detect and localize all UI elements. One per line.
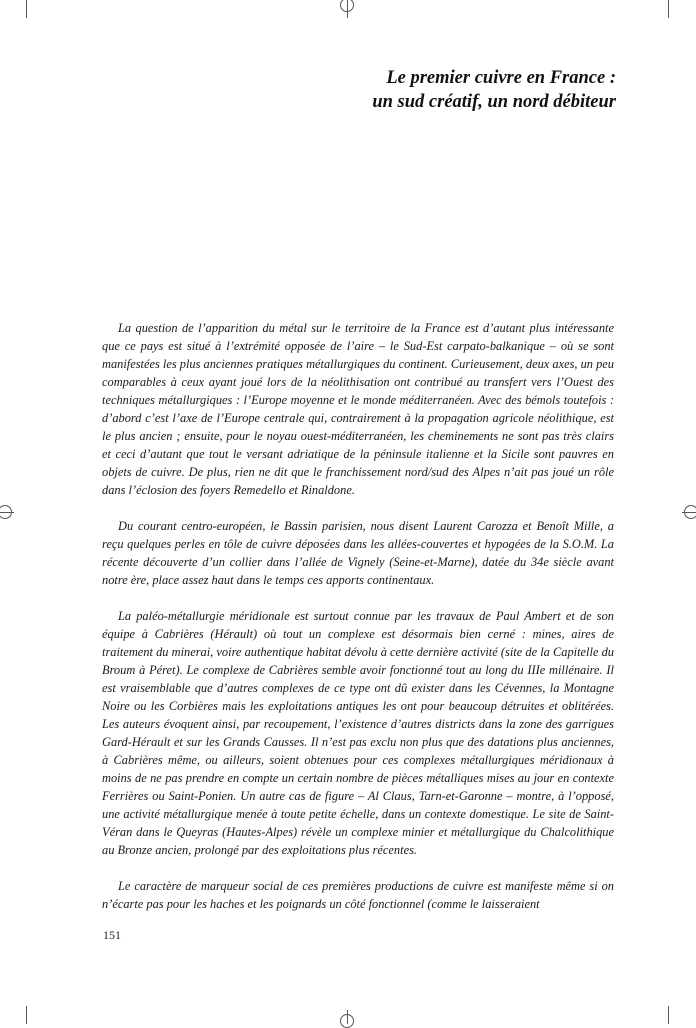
crop-mark-top-right (668, 0, 669, 18)
registration-mark-top (340, 0, 354, 12)
page-number: 151 (103, 928, 121, 942)
crop-mark-top-left (26, 0, 27, 18)
registration-mark-bottom (340, 1014, 354, 1028)
chapter-title-line-1: Le premier cuivre en France : (386, 68, 616, 88)
paragraph-4: Le caractère de marqueur social de ces premières productions de cuivre est manifeste même si on n’écarte pas pour les haches et les poignards un côté fonctionnel (comme le laisseraient (102, 879, 614, 911)
paragraph-3: La paléo-métallurgie méridionale est surtout connue par les travaux de Paul Ambert et de son équipe à Cabrières (Hérault) où tout un complexe est désormais bien cerné : mines, aires de traitement du minerai, voire authentique habitat dévolu à cette dernière activité (site de la Capitelle du Broum à Péret). Le complexe de Cabrières semble avoir fonctionné tout au long du IIIe millénaire. Il est vraisemblable que d’autres complexes de ce type ont dû exister dans les Cévennes, la Montagne Noire ou les Corbières mais les exploitations antiques les ont pour beaucoup détruites et oblitérées. Les auteurs évoquent ainsi, par recoupement, l’existence d’autres districts dans la zone des garrigues Gard-Hérault et sur les Grands Causses. Il n’est pas exclu non plus que des datations plus anciennes, à Cabrières même, ou ailleurs, soient obtenues pour ces complexes métallurgiques méridionaux à moins de ne pas prendre en compte un certain nombre de pièces métalliques mises au jour en contexte Ferrières ou Saint-Ponien. Un autre cas de figure – Al Claus, Tarn-et-Garonne – montre, à l’opposé, une activité métallurgique menée à toute petite échelle, dans un contexte domestique. Le site de Saint-Véran dans le Queyras (Hautes-Alpes) révèle un complexe minier et métallurgique du Chalcolithique au Bronze ancien, prolongé par des exploitations plus récentes. (102, 609, 614, 857)
registration-mark-left (0, 505, 12, 519)
paragraph-1: La question de l’apparition du métal sur le territoire de la France est d’autant plus intéressante que ce pays est situé à l’extrémité opposée de l’aire – le Sud-Est carpato-balkanique – où se sont manifestées les plus anciennes pratiques métallurgiques du continent. Curieusement, deux axes, un peu comparables à ceux ayant joué lors de la néolithisation ont contribué au transfert vers l’Ouest des techniques métallurgiques : l’Europe moyenne et le monde méditerranéen. Avec des bémols toutefois : d’abord c’est l’axe de l’Europe centrale qui, contrairement à la propagation agricole néolithique, est le plus ancien ; ensuite, pour le noyau ouest-méditerranéen, les cheminements ne sont pas très clairs et ceci d’autant que tout le versant adriatique de la péninsule italienne et la Sicile sont pauvres en objets de cuivre. De plus, rien ne dit que le franchissement nord/sud des Alpes n’ait pas joué un rôle dans l’éclosion des foyers Remedello et Rinaldone. (102, 321, 614, 497)
body-text (102, 319, 614, 931)
chapter-title (372, 66, 616, 114)
crop-mark-bottom-left (26, 1006, 27, 1024)
paragraph-2: Du courant centro-européen, le Bassin parisien, nous disent Laurent Carozza et Benoît Mille, a reçu quelques perles en tôle de cuivre déposées dans les allées-couvertes et hypogées de la S.O.M. La récente découverte d’un collier dans l’allée de Vignely (Seine-et-Marne), datée du 34e siècle avant notre ère, place assez haut dans le temps ces apports continentaux. (102, 519, 614, 587)
registration-mark-right (684, 505, 696, 519)
chapter-title-line-2: un sud créatif, un nord débiteur (372, 92, 616, 112)
crop-mark-bottom-right (668, 1006, 669, 1024)
